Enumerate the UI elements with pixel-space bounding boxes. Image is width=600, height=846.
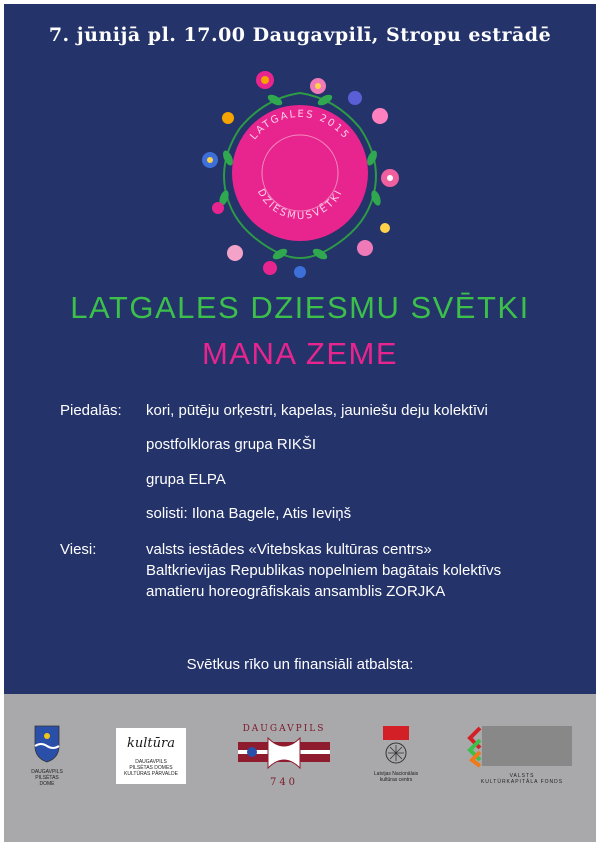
coat-of-arms-icon [22,724,72,764]
sponsor-heading: Svētkus rīko un finansiāli atbalsta: [186,656,414,673]
logo2-line1: DAUGAVPILS [135,759,167,765]
logo2-line2: PILSĒTAS DOMES [129,765,173,771]
folk-ornament-icon [372,740,420,766]
ribbon-icon [238,734,330,772]
date-line: 7. jūnijā pl. 17.00 Daugavpilī, Stropu estrādē [48,24,552,46]
culture-capital-foundation-logo [466,724,578,790]
logo4-line1: Latvijas Nacionālais [373,771,419,777]
guest-line: amatieru horeogrāfiskais ansamblis ZORJKA [146,583,446,600]
participant-item: kori, pūtēju orķestri, kapelas, jauniešu deju kolektīvi [146,402,488,419]
kultura-mark: kultūra [127,736,175,751]
red-bar-icon [383,726,409,740]
logo1-line2: PILSĒTAS [35,775,59,781]
guest-line: Baltkrievijas Republikas nopelniem bagātais kolektīvs [146,562,502,579]
festival-title: LATGALES DZIESMU SVĒTKI [70,290,530,325]
guests-label: Viesi: [60,541,97,558]
participant-item: solisti: Ilona Bagele, Atis Ieviņš [146,505,352,522]
culture-department-logo [116,728,186,784]
logo5-line1: VALSTS [509,773,535,779]
emblem-ring-bottom: DZIESMUSVĒTKI [254,187,346,223]
logo1-line1: DAUGAVPILS [31,769,63,775]
participants-label: Piedalās: [60,402,122,419]
logo3-bottom: 740 [269,777,299,788]
logo2-line3: KULTŪRAS PĀRVALDE [124,771,178,777]
emblem-ring-top: LATGALES 2015 [248,108,352,142]
festival-subtitle: MANA ZEME [201,336,399,371]
participant-item: grupa ELPA [146,471,226,488]
logo5-line2: KULTŪRKAPITĀLA FONDS [480,779,564,785]
daugavpils-city-council-logo [22,724,72,792]
festival-emblem [180,58,420,288]
logo1-line3: DOME [39,781,55,787]
participant-item: postfolkloras grupa RIKŠI [146,436,317,453]
daugavpils-740-logo [238,724,330,790]
guest-line: valsts iestādes «Vitebskas kultūras centrs» [146,541,432,558]
kkf-mark-icon [466,724,578,768]
national-culture-centre-logo [372,726,420,790]
logo4-line2: kultūras centrs [379,777,413,783]
logo3-top: DAUGAVPILS [242,724,326,734]
